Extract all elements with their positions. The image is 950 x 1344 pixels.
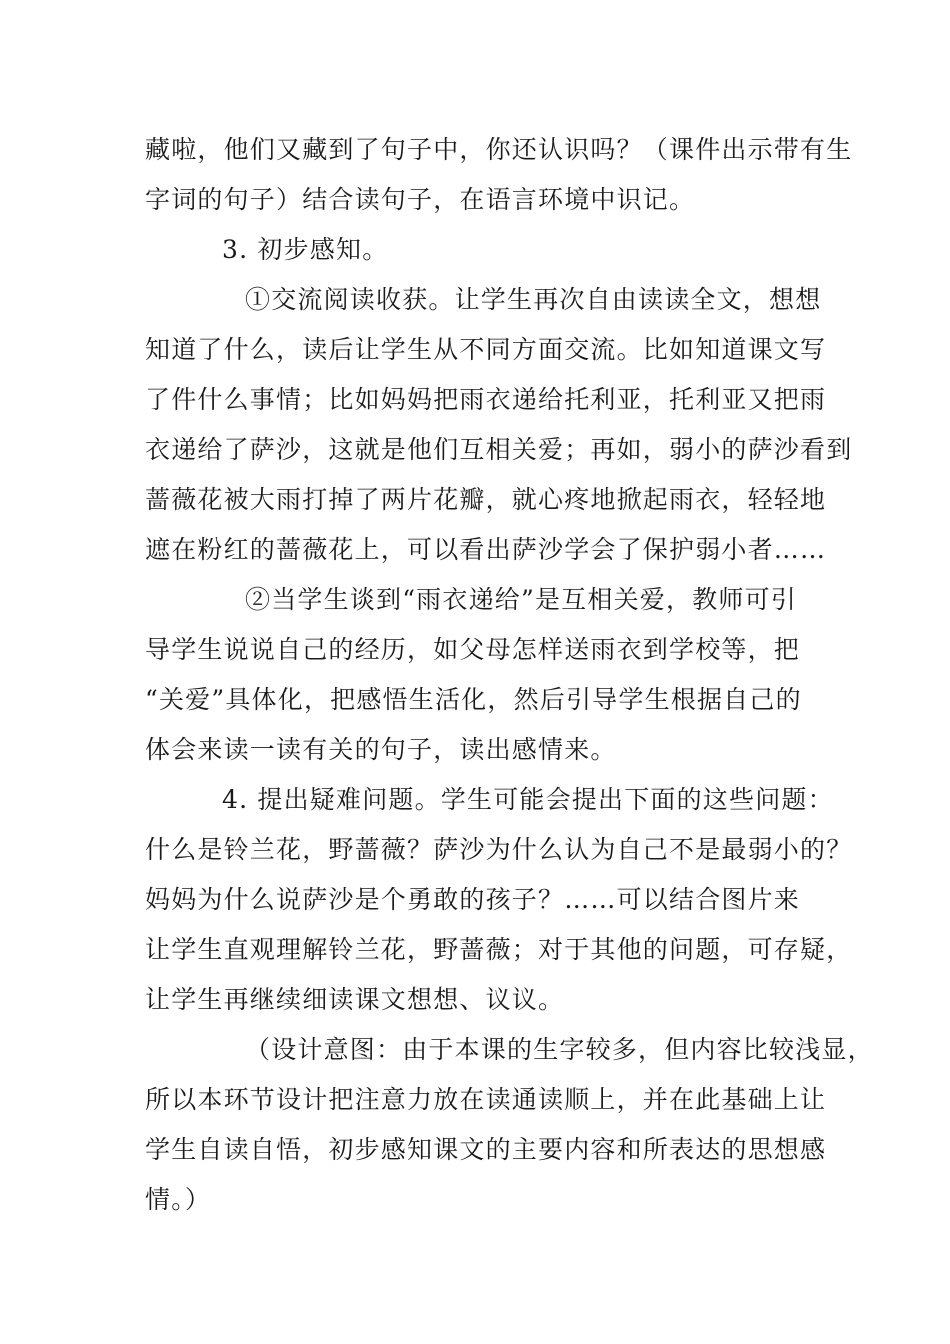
text-line: 学生自读自悟，初步感知课文的主要内容和所表达的思想感	[145, 1135, 827, 1164]
text-line: 体会来读一读有关的句子，读出感情来。	[145, 735, 617, 764]
text-line: 导学生说说自己的经历，如父母怎样送雨衣到学校等，把	[145, 635, 801, 664]
text-line: 让学生再继续细读课文想想、议议。	[145, 985, 565, 1014]
text-line: 知道了什么，读后让学生从不同方面交流。比如知道课文写	[145, 335, 827, 364]
section-heading: 4. 提出疑难问题。学生可能会提出下面的这些问题：	[222, 785, 834, 814]
text-line: 妈妈为什么说萨沙是个勇敢的孩子？……可以结合图片来	[145, 885, 801, 914]
text-line: 所以本环节设计把注意力放在读通读顺上，并在此基础上让	[145, 1085, 827, 1114]
text-line: 什么是铃兰花，野蔷薇？萨沙为什么认为自己不是最弱小的？	[145, 835, 853, 864]
text-line: 了件什么事情；比如妈妈把雨衣递给托利亚，托利亚又把雨	[145, 385, 827, 414]
text-line: ②当学生谈到“雨衣递给”是互相关爱，教师可引	[245, 585, 797, 614]
text-line: 遮在粉红的蔷薇花上，可以看出萨沙学会了保护弱小者……	[145, 535, 827, 564]
section-heading: 3. 初步感知。	[222, 235, 389, 264]
text-line: 衣递给了萨沙，这就是他们互相关爱；再如，弱小的萨沙看到	[145, 435, 853, 464]
text-line: 情。）	[145, 1185, 212, 1214]
text-line: “关爱”具体化，把感悟生活化，然后引导学生根据自己的	[145, 685, 802, 714]
text-line: 蔷薇花被大雨打掉了两片花瓣，就心疼地掀起雨衣，轻轻地	[145, 485, 827, 514]
text-line: 字词的句子）结合读句子，在语言环境中识记。	[145, 185, 696, 214]
text-line: （设计意图：由于本课的生字较多，但内容比较浅显，	[245, 1035, 874, 1064]
text-line: 藏啦，他们又藏到了句子中，你还认识吗？（课件出示带有生	[145, 135, 853, 164]
text-line: 让学生直观理解铃兰花，野蔷薇；对于其他的问题，可存疑，	[145, 935, 853, 964]
text-line: ①交流阅读收获。让学生再次自由读读全文，想想	[245, 285, 822, 314]
